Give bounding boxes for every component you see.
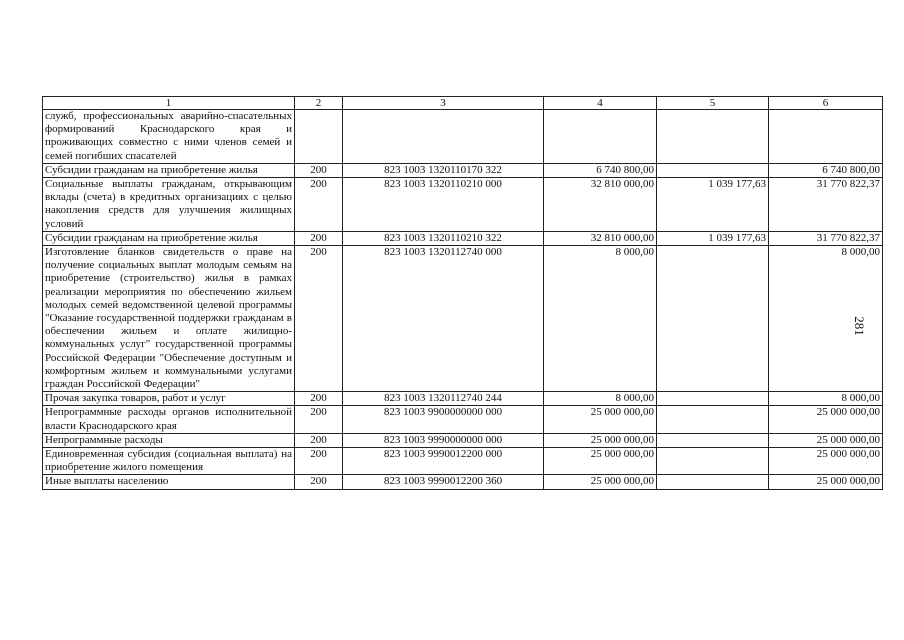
row-col2: 200 xyxy=(295,178,343,232)
row-remaining: 25 000 000,00 xyxy=(769,448,883,475)
row-code: 823 1003 9990012200 360 xyxy=(343,475,544,489)
header-cell: 1 xyxy=(43,97,295,110)
row-approved: 25 000 000,00 xyxy=(544,448,657,475)
row-col2: 200 xyxy=(295,448,343,475)
row-approved: 25 000 000,00 xyxy=(544,433,657,447)
header-cell: 4 xyxy=(544,97,657,110)
row-col2: 200 xyxy=(295,433,343,447)
header-cell: 2 xyxy=(295,97,343,110)
row-name: Иные выплаты населению xyxy=(43,475,295,489)
header-cell: 6 xyxy=(769,97,883,110)
row-executed xyxy=(657,406,769,433)
row-approved: 25 000 000,00 xyxy=(544,475,657,489)
row-approved: 6 740 800,00 xyxy=(544,163,657,177)
row-col2: 200 xyxy=(295,163,343,177)
row-name: Субсидии гражданам на приобретение жилья xyxy=(43,231,295,245)
row-name: Социальные выплаты гражданам, открывающим вклады (счета) в кредитных организациях с целью накопления средств для улучшения жилищных условий xyxy=(43,178,295,232)
row-code: 823 1003 1320110210 000 xyxy=(343,178,544,232)
row-name: Изготовление бланков свидетельств о праве на получение социальных выплат молодым семьям на приобретение (строительство) жилья в рамках реализации мероприятия по обеспечению жильем молодых семей ведомственной целевой программы "Оказание государственной поддержки гражданам в обеспечении жильем и оплате жилищно-коммунальных услуг" государственной программы Российской Федерации "Обеспечение доступным и комфортным жильем и коммунальными услугами граждан Российской Федерации" xyxy=(43,246,295,392)
row-name: служб, профессиональных аварийно-спасательных формирований Краснодарского края и проживающих совместно с ними членов семей и семей погибших спасателей xyxy=(43,110,295,164)
row-approved: 32 810 000,00 xyxy=(544,231,657,245)
row-approved: 8 000,00 xyxy=(544,392,657,406)
row-name: Непрограммные расходы органов исполнительной власти Краснодарского края xyxy=(43,406,295,433)
row-executed xyxy=(657,163,769,177)
row-col2 xyxy=(295,110,343,164)
row-name: Прочая закупка товаров, работ и услуг xyxy=(43,392,295,406)
row-col2: 200 xyxy=(295,406,343,433)
row-remaining: 8 000,00 xyxy=(769,392,883,406)
row-col2: 200 xyxy=(295,246,343,392)
row-approved: 25 000 000,00 xyxy=(544,406,657,433)
row-executed xyxy=(657,110,769,164)
row-code: 823 1003 9990000000 000 xyxy=(343,433,544,447)
table-row xyxy=(43,475,883,489)
row-remaining: 31 770 822,37 xyxy=(769,231,883,245)
row-name: Субсидии гражданам на приобретение жилья xyxy=(43,163,295,177)
table-row xyxy=(43,448,883,475)
table-row xyxy=(43,163,883,177)
row-approved xyxy=(544,110,657,164)
row-executed xyxy=(657,246,769,392)
row-executed: 1 039 177,63 xyxy=(657,178,769,232)
row-remaining: 25 000 000,00 xyxy=(769,433,883,447)
table-row xyxy=(43,231,883,245)
row-col2: 200 xyxy=(295,392,343,406)
row-remaining: 25 000 000,00 xyxy=(769,406,883,433)
header-cell: 3 xyxy=(343,97,544,110)
row-remaining: 6 740 800,00 xyxy=(769,163,883,177)
row-executed xyxy=(657,433,769,447)
budget-table xyxy=(42,96,883,490)
row-remaining: 8 000,00 xyxy=(769,246,883,392)
row-executed xyxy=(657,475,769,489)
table-row xyxy=(43,406,883,433)
table-row xyxy=(43,178,883,232)
page-number: 281 xyxy=(851,316,867,336)
row-remaining xyxy=(769,110,883,164)
row-approved: 8 000,00 xyxy=(544,246,657,392)
table-row xyxy=(43,110,883,164)
row-executed: 1 039 177,63 xyxy=(657,231,769,245)
row-col2: 200 xyxy=(295,475,343,489)
table-row xyxy=(43,392,883,406)
header-row xyxy=(43,97,883,110)
row-approved: 32 810 000,00 xyxy=(544,178,657,232)
row-executed xyxy=(657,448,769,475)
row-code: 823 1003 1320110170 322 xyxy=(343,163,544,177)
row-code: 823 1003 9900000000 000 xyxy=(343,406,544,433)
row-code: 823 1003 1320110210 322 xyxy=(343,231,544,245)
row-remaining: 31 770 822,37 xyxy=(769,178,883,232)
row-code xyxy=(343,110,544,164)
row-remaining: 25 000 000,00 xyxy=(769,475,883,489)
row-executed xyxy=(657,392,769,406)
row-code: 823 1003 9990012200 000 xyxy=(343,448,544,475)
row-name: Непрограммные расходы xyxy=(43,433,295,447)
table-row xyxy=(43,246,883,392)
row-code: 823 1003 1320112740 244 xyxy=(343,392,544,406)
row-code: 823 1003 1320112740 000 xyxy=(343,246,544,392)
header-cell: 5 xyxy=(657,97,769,110)
row-name: Единовременная субсидия (социальная выплата) на приобретение жилого помещения xyxy=(43,448,295,475)
table-row xyxy=(43,433,883,447)
row-col2: 200 xyxy=(295,231,343,245)
